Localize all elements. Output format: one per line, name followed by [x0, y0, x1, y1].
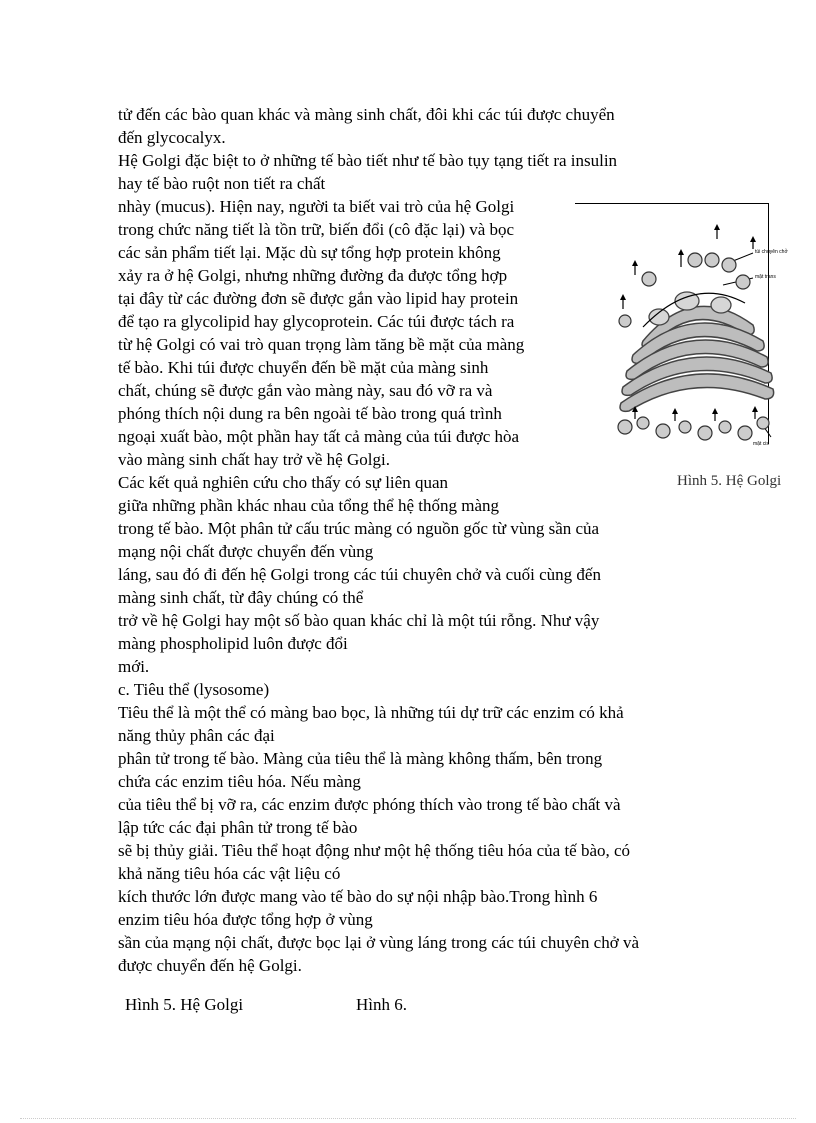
text-line: xảy ra ở hệ Golgi, nhưng những đường đa được tổng hợp: [118, 266, 508, 285]
text-line: Tiêu thể là một thể có màng bao bọc, là những túi dự trữ các enzim có khả: [118, 703, 624, 722]
text-line: của tiêu thể bị vỡ ra, các enzim được phóng thích vào trong tế bào chất và: [118, 795, 621, 814]
caption-hinh-5: Hình 5. Hệ Golgi: [125, 995, 244, 1014]
text-line: enzim tiêu hóa được tổng hợp ở vùng: [118, 910, 373, 929]
bottom-arrowheads: [632, 406, 758, 414]
figure-label: mặt trans: [755, 274, 776, 280]
golgi-figure: [575, 203, 788, 503]
text-line: trong chức năng tiết là tồn trữ, biến đổi (cô đặc lại) và bọc: [118, 220, 515, 239]
text-line: giữa những phần khác nhau của tổng thể hệ thống màng: [118, 496, 499, 515]
text-line: trong tế bào. Một phân tử cấu trúc màng có nguồn gốc từ vùng sần của: [118, 519, 600, 538]
text-line: kích thước lớn được mang vào tế bào do sự nội nhập bào.Trong hình 6: [118, 887, 598, 906]
text-line: sần của mạng nội chất, được bọc lại ở vùng láng trong các túi chuyên chở và: [118, 933, 639, 952]
text-line: Hệ Golgi đặc biệt to ở những tế bào tiết như tế bào tụy tạng tiết ra insulin: [118, 151, 618, 170]
text-line: màng phospholipid luôn được đổi: [118, 634, 348, 653]
text-line: tử đến các bào quan khác và màng sinh chất, đôi khi các túi được chuyển: [118, 105, 615, 124]
text-line: đến glycocalyx.: [118, 128, 226, 147]
figure-label: mặt cis: [753, 441, 769, 447]
bottom-vesicles: [618, 417, 769, 440]
label-pointer: [733, 253, 753, 261]
text-line: ngoại xuất bào, một phần hay tất cả màng của túi được hòa: [118, 427, 520, 446]
text-line: từ hệ Golgi có vai trò quan trọng làm tăng bề mặt của màng: [118, 335, 525, 354]
text-line: sẽ bị thủy giải. Tiêu thể hoạt động như một hệ thống tiêu hóa của tế bào, có: [118, 841, 631, 860]
text-line: mới.: [118, 657, 150, 676]
caption-hinh-6: Hình 6.: [356, 995, 407, 1014]
cisternae-stack: [620, 306, 774, 411]
figure-caption: Hình 5. Hệ Golgi: [677, 473, 782, 489]
text-line: để tạo ra glycolipid hay glycoprotein. Các túi được tách ra: [118, 312, 515, 331]
golgi-diagram: [613, 223, 788, 453]
text-line: lập tức các đại phân tử trong tế bào: [118, 818, 358, 837]
text-line: chất, chúng sẽ được gắn vào màng này, sau đó vỡ ra và: [118, 381, 493, 400]
text-line: tại đây từ các đường đơn sẽ được gắn vào lipid hay protein: [118, 289, 519, 308]
text-line: phân tử trong tế bào. Màng của tiêu thể là màng không thấm, bên trong: [118, 749, 603, 768]
text-line: vào màng sinh chất hay trở về hệ Golgi.: [118, 450, 390, 469]
text-line: hay tế bào ruột non tiết ra chất: [118, 174, 326, 193]
text-line: năng thủy phân các đại: [118, 726, 275, 745]
text-line: các sản phẩm tiết lại. Mặc dù sự tổng hợp protein không: [118, 243, 501, 262]
page-bottom-divider: [20, 1118, 796, 1119]
text-line: trở về hệ Golgi hay một số bào quan khác chỉ là một túi rỗng. Như vậy: [118, 611, 600, 630]
text-line: chứa các enzim tiêu hóa. Nếu màng: [118, 772, 361, 791]
text-line: mạng nội chất được chuyển đến vùng: [118, 542, 374, 561]
text-line: nhày (mucus). Hiện nay, người ta biết vai trò của hệ Golgi: [118, 197, 515, 216]
text-line: màng sinh chất, từ đây chúng có thể: [118, 588, 364, 607]
text-line: khả năng tiêu hóa các vật liệu có: [118, 864, 341, 883]
text-line: Các kết quả nghiên cứu cho thấy có sự liên quan: [118, 473, 448, 492]
text-line: tế bào. Khi túi được chuyển đến bề mặt của màng sinh: [118, 358, 489, 377]
bottom-arrows: [635, 409, 755, 421]
section-heading: c. Tiêu thể (lysosome): [118, 680, 270, 699]
text-line: được chuyển đến hệ Golgi.: [118, 956, 302, 975]
text-line: phóng thích nội dung ra bên ngoài tế bào trong quá trình: [118, 404, 502, 423]
figure-label: túi chuyên chở: [755, 249, 788, 255]
text-line: láng, sau đó đi đến hệ Golgi trong các túi chuyên chở và cuối cùng đến: [118, 565, 601, 584]
